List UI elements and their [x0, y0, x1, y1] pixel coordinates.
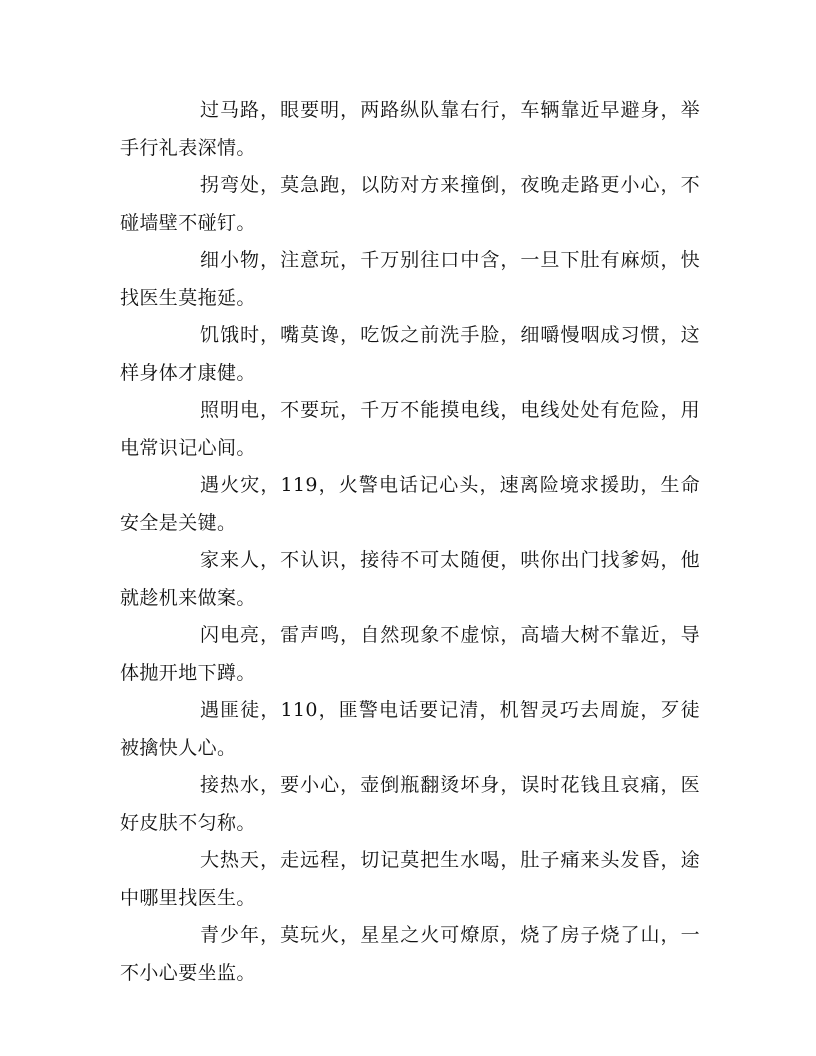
paragraph-lightning: 闪电亮，雷声鸣，自然现象不虚惊，高墙大树不靠近，导体抛开地下蹲。	[120, 624, 700, 684]
paragraph-small-objects: 细小物，注意玩，千万别往口中含，一旦下肚有麻烦，快找医生莫拖延。	[120, 249, 700, 309]
paragraph-strangers: 家来人，不认识，接待不可太随便，哄你出门找爹妈，他就趁机来做案。	[120, 549, 700, 609]
paragraph-hot-water: 接热水，要小心，壶倒瓶翻烫坏身，误时花钱且哀痛，医好皮肤不匀称。	[120, 774, 700, 834]
paragraph-robbers: 遇匪徒，110，匪警电话要记清，机智灵巧去周旋，歹徒被擒快人心。	[120, 699, 700, 759]
paragraph-hot-weather: 大热天，走远程，切记莫把生水喝，肚子痛来头发昏，途中哪里找医生。	[120, 849, 700, 909]
paragraph-electricity: 照明电，不要玩，千万不能摸电线，电线处处有危险，用电常识记心间。	[120, 399, 700, 459]
paragraph-fire: 遇火灾，119，火警电话记心头，速离险境求援助，生命安全是关键。	[120, 474, 700, 534]
paragraph-hunger: 饥饿时，嘴莫谗，吃饭之前洗手脸，细嚼慢咽成习惯，这样身体才康健。	[120, 324, 700, 384]
paragraph-crossing-road: 过马路，眼要明，两路纵队靠右行，车辆靠近早避身，举手行礼表深情。	[120, 99, 700, 159]
document-body	[120, 92, 700, 992]
paragraph-corners: 拐弯处，莫急跑，以防对方来撞倒，夜晚走路更小心，不碰墙壁不碰钉。	[120, 174, 700, 234]
paragraph-playing-fire: 青少年，莫玩火，星星之火可燎原，烧了房子烧了山，一不小心要坐监。	[120, 924, 700, 984]
